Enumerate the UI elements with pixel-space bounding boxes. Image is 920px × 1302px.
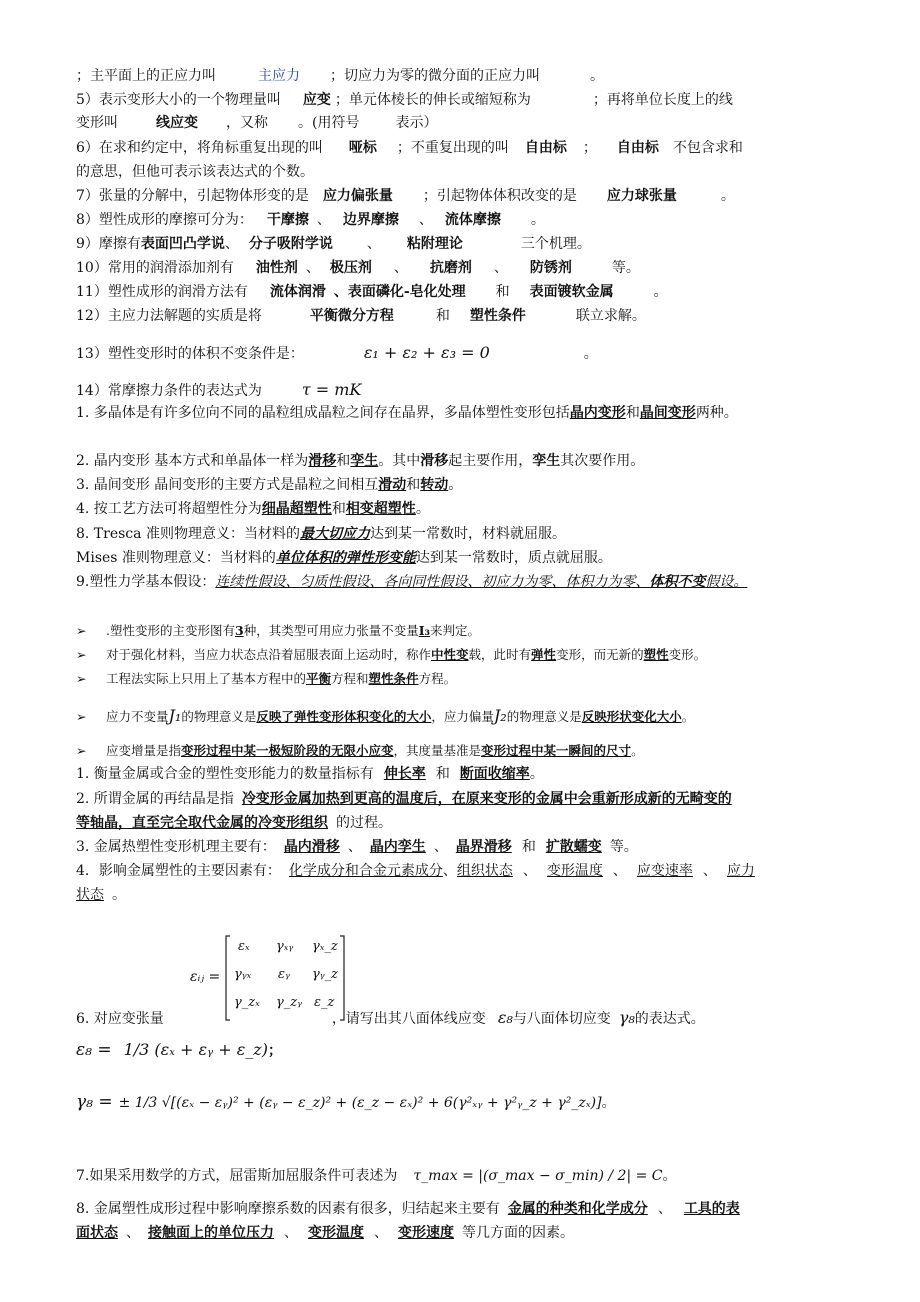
text: 5）表示变形大小的一个物理量叫 bbox=[76, 92, 281, 108]
text: 。 bbox=[529, 766, 544, 782]
text: 、 bbox=[393, 260, 408, 276]
answer: 干摩擦 bbox=[266, 212, 309, 228]
symbol-eps8: ε₈ bbox=[497, 1008, 513, 1027]
answer: 防锈剂 bbox=[529, 260, 572, 276]
matrix-cell: γ_zᵧ bbox=[276, 995, 303, 1010]
line-hot-deformation bbox=[76, 837, 638, 857]
text: 和 bbox=[435, 308, 450, 324]
text: 应变增量是指 bbox=[106, 743, 182, 758]
answer: 3 bbox=[234, 623, 244, 638]
text: 、 bbox=[305, 260, 320, 276]
answer: 晶内孪生 bbox=[369, 839, 426, 855]
text: 等。 bbox=[611, 260, 640, 276]
answer: 变形速度 bbox=[398, 1225, 454, 1241]
text: ，应力偏量 bbox=[431, 709, 494, 724]
answer: 变形过程中某一瞬间的尺寸 bbox=[481, 743, 632, 758]
text: 和 bbox=[406, 477, 421, 493]
answer: 表面镀软金属 bbox=[529, 284, 614, 300]
line-friction-factors-2 bbox=[76, 1223, 574, 1243]
text: 三个机理。 bbox=[520, 236, 591, 252]
text: 、 bbox=[702, 863, 717, 879]
text: 。 bbox=[720, 188, 735, 204]
answer: 冷变形金属加热到更高的温度后，在原来变形的金属中会重新形成新的无畸变的 bbox=[241, 791, 732, 807]
text: 、 bbox=[657, 1201, 672, 1217]
answer: 平衡 bbox=[306, 671, 332, 686]
symbol-j2: J₂ bbox=[493, 706, 507, 725]
text: 。 bbox=[415, 501, 430, 517]
line-5 bbox=[76, 90, 733, 110]
formula-eps8 bbox=[76, 1040, 282, 1061]
text: 3. 晶间变形 晶间变形的主要方式是晶粒之间相互 bbox=[76, 477, 379, 493]
line-assumptions bbox=[76, 572, 747, 592]
text: 方程。 bbox=[418, 671, 457, 686]
text: 达到某一常数时，质点就屈服。 bbox=[415, 550, 612, 566]
formula-lhs: γ₈ = bbox=[76, 1092, 113, 1112]
text: 、 bbox=[374, 1225, 388, 1241]
answer: 分子吸附学说 bbox=[248, 236, 333, 252]
text: 和 bbox=[336, 453, 351, 469]
answer: 状态 bbox=[76, 887, 104, 903]
answer: 抗磨剂 bbox=[429, 260, 472, 276]
answer: 晶间变形 bbox=[639, 405, 696, 421]
answer: 极压剂 bbox=[329, 260, 372, 276]
text: 11）塑性成形的润滑方法有 bbox=[76, 284, 248, 300]
line-plasticity-factors bbox=[76, 861, 755, 881]
matrix-cell: γᵧₓ bbox=[234, 967, 252, 982]
answer-principal-stress: 主应力 bbox=[258, 68, 300, 84]
matrix-cell: γₓᵧ bbox=[276, 939, 294, 954]
text: 和 bbox=[435, 766, 450, 782]
formula-gamma8 bbox=[76, 1092, 616, 1113]
text: 4. 按工艺方法可将超塑性分为 bbox=[76, 501, 262, 517]
answer: 应变 bbox=[302, 92, 331, 108]
matrix-cell: γₓ_z bbox=[312, 939, 338, 954]
friction-formula: τ = mK bbox=[301, 380, 362, 399]
text: ； bbox=[267, 1043, 282, 1059]
answer: 流体润滑 bbox=[269, 284, 326, 300]
text: 、 bbox=[493, 260, 508, 276]
answer: 孪生 bbox=[532, 453, 561, 469]
bullet-5 bbox=[76, 741, 644, 761]
line-q4 bbox=[76, 499, 430, 519]
line-friction-factors bbox=[76, 1199, 740, 1219]
text: 。 bbox=[590, 68, 604, 84]
line-tresca bbox=[76, 524, 566, 544]
answer: 假设。 bbox=[705, 574, 748, 590]
text: 与八面体切应变 bbox=[512, 1011, 611, 1027]
text: 、 bbox=[316, 212, 331, 228]
answer: 组织状态 bbox=[456, 863, 513, 879]
text: 。 bbox=[653, 284, 668, 300]
text: 来判定。 bbox=[430, 623, 481, 638]
answer: 化学成分和合金元素成分 bbox=[288, 863, 443, 879]
text: ；单元体棱长的伸长或缩短称为 bbox=[334, 92, 531, 108]
text: ；不重复出现的叫 bbox=[396, 140, 509, 156]
matrix-cell: ε_z bbox=[314, 995, 335, 1010]
symbol-j1: J₁ bbox=[168, 706, 182, 725]
volume-constant-formula: ε₁ + ε₂ + ε₃ = 0 bbox=[363, 343, 490, 362]
answer: 塑性 bbox=[643, 647, 669, 662]
arrow-bullet-icon: ➢ bbox=[76, 647, 87, 662]
answer: 反映形状变化大小 bbox=[581, 709, 682, 724]
matrix-cell: εᵧ bbox=[278, 967, 290, 982]
answer: 孪生 bbox=[350, 453, 379, 469]
text: 表示） bbox=[395, 115, 438, 131]
text: Mises 准则物理意义：当材料的 bbox=[76, 550, 276, 566]
text: 的过程。 bbox=[336, 815, 392, 831]
text: 。 bbox=[530, 212, 545, 228]
answer: 伸长率 bbox=[383, 766, 426, 782]
text: 13）塑性变形时的体积不变条件是： bbox=[76, 346, 304, 362]
line-q3 bbox=[76, 475, 462, 495]
text: 载，此时有 bbox=[468, 647, 532, 662]
text: 12）主应力法解题的实质是将 bbox=[76, 308, 262, 324]
answer: 滑移 bbox=[420, 453, 449, 469]
text: 不包含求和 bbox=[672, 140, 743, 156]
text: 8）塑性成形的摩擦可分为： bbox=[76, 212, 253, 228]
text: 两种。 bbox=[695, 405, 738, 421]
text: 的意思，但他可表示该表达式的个数。 bbox=[76, 164, 314, 180]
bullet-1 bbox=[76, 621, 480, 641]
text: 种，其类型可用应力张量不变量 bbox=[243, 623, 419, 638]
text: 。 bbox=[601, 1095, 616, 1111]
text: 等。 bbox=[609, 839, 638, 855]
formula-lhs: ε₈ = bbox=[76, 1040, 112, 1060]
answer: 、表面磷化-皂化处理 bbox=[333, 284, 466, 300]
text: 4．影响金属塑性的主要因素有： bbox=[76, 863, 281, 879]
text: 。 bbox=[448, 477, 463, 493]
line-5b bbox=[76, 113, 437, 133]
answer: 应力球张量 bbox=[606, 188, 677, 204]
text: 对于强化材料，当应力状态点沿着屈服表面上运动时，称作 bbox=[106, 647, 432, 662]
line-6b bbox=[76, 162, 314, 182]
text: 应力不变量 bbox=[106, 709, 169, 724]
text: 变形叫 bbox=[76, 115, 118, 131]
answer: 相变超塑性 bbox=[345, 501, 416, 517]
text: 、 bbox=[418, 212, 433, 228]
answer: 粘附理论 bbox=[406, 236, 463, 252]
text: ；再将单位长度上的线 bbox=[592, 92, 733, 108]
text: 、 bbox=[224, 236, 239, 252]
line-14 bbox=[76, 380, 361, 401]
line-9 bbox=[76, 234, 591, 254]
text: 、 bbox=[284, 1225, 298, 1241]
text: 达到某一常数时，材料就屈服。 bbox=[369, 526, 566, 542]
answer: 滑移 bbox=[308, 453, 337, 469]
answer: 滑动 bbox=[378, 477, 407, 493]
text: 1. 多晶体是有许多位向不同的晶粒组成晶粒之间存在晶界，多晶体塑性变形包括 bbox=[76, 405, 570, 421]
line-principal-stress bbox=[76, 66, 604, 86]
line-13 bbox=[76, 343, 598, 364]
answer: 晶内滑移 bbox=[283, 839, 340, 855]
text: 、 bbox=[126, 1225, 140, 1241]
formula-rhs: ± 1/3 √[(εₓ − εᵧ)² + (εᵧ − ε_z)² + (ε_z − εₓ)² + 6(γ²ₓᵧ + γ²ᵧ_z + γ²_zₓ)] bbox=[118, 1095, 602, 1111]
text: ；切应力为零的微分面的正应力叫 bbox=[330, 68, 540, 84]
arrow-bullet-icon: ➢ bbox=[76, 623, 87, 638]
answer: 变形过程中某一极短阶段的无限小应变 bbox=[181, 743, 394, 758]
text: 2. 晶内变形 基本方式和单晶体一样为 bbox=[76, 453, 309, 469]
text: 的物理意义是 bbox=[506, 709, 582, 724]
text: 。其中 bbox=[378, 453, 421, 469]
line-6 bbox=[76, 138, 743, 158]
text: ，请写出其八面体线应变 bbox=[331, 1011, 486, 1027]
text: 、 bbox=[366, 236, 381, 252]
text: 10）常用的润滑添加剂有 bbox=[76, 260, 234, 276]
answer: 表面凹凸学说 bbox=[140, 236, 225, 252]
text: 。 bbox=[631, 743, 644, 758]
text: 、 bbox=[522, 863, 537, 879]
text: 7）张量的分解中，引起物体形变的是 bbox=[76, 188, 309, 204]
answer: 塑性条件 bbox=[368, 671, 419, 686]
arrow-bullet-icon: ➢ bbox=[76, 671, 87, 686]
answer: 哑标 bbox=[348, 140, 377, 156]
answer: 等轴晶，直至完全取代金属的冷变形组织 bbox=[76, 815, 328, 831]
text: 和 bbox=[521, 839, 536, 855]
answer: 应力 bbox=[726, 863, 755, 879]
answer: 接触面上的单位压力 bbox=[148, 1225, 274, 1241]
text: 和 bbox=[495, 284, 510, 300]
answer: 油性剂 bbox=[255, 260, 298, 276]
text: 9.塑性力学基本假设： bbox=[76, 574, 216, 590]
matrix-lhs: εᵢⱼ = bbox=[190, 969, 221, 985]
text: 和 bbox=[625, 405, 640, 421]
answer: 工具的表 bbox=[683, 1201, 740, 1217]
text: 。 bbox=[112, 887, 126, 903]
line-11 bbox=[76, 282, 668, 302]
answer: 平衡微分方程 bbox=[309, 308, 394, 324]
text: 的表达式。 bbox=[634, 1011, 705, 1027]
text: 14）常摩擦力条件的表达式为 bbox=[76, 383, 262, 399]
matrix-cell: γ_zₓ bbox=[234, 995, 260, 1010]
answer: 流体摩擦 bbox=[444, 212, 501, 228]
text: ，其度量基准是 bbox=[393, 743, 482, 758]
text: 的物理意义是 bbox=[181, 709, 257, 724]
text: 变形。 bbox=[668, 647, 707, 662]
answer: 晶界滑移 bbox=[455, 839, 512, 855]
text: 、 bbox=[347, 839, 362, 855]
answer: 晶内变形 bbox=[569, 405, 626, 421]
text: 方程和 bbox=[331, 671, 369, 686]
answer: 反映了弹性变形体积变化的大小 bbox=[256, 709, 432, 724]
bullet-3 bbox=[76, 669, 456, 689]
symbol-gamma8: γ₈ bbox=[618, 1008, 635, 1027]
bullet-2 bbox=[76, 645, 706, 665]
bullet-4 bbox=[76, 706, 694, 727]
text: .塑性变形的主变形图有 bbox=[106, 623, 235, 638]
matrix-cell: γᵧ_z bbox=[312, 967, 339, 982]
answer: 细晶超塑性 bbox=[261, 501, 332, 517]
text: 、 bbox=[433, 839, 448, 855]
line-q2 bbox=[76, 451, 644, 471]
text: ；主平面上的正应力叫 bbox=[76, 68, 216, 84]
line-plasticity-factors-2 bbox=[76, 885, 126, 905]
answer: 自由标 bbox=[524, 140, 567, 156]
line-8 bbox=[76, 210, 545, 230]
line-strain-tensor bbox=[76, 1008, 705, 1029]
text: 联立求解。 bbox=[575, 308, 646, 324]
text: 。 bbox=[583, 346, 598, 362]
text: 1. 衡量金属或合金的塑性变形能力的数量指标有 bbox=[76, 766, 374, 782]
line-recrystallization bbox=[76, 789, 732, 809]
text: ；引起物体体积改变的是 bbox=[422, 188, 577, 204]
text: 2. 所谓金属的再结晶是指 bbox=[76, 791, 234, 807]
answer: 线应变 bbox=[156, 115, 198, 131]
answer: 转动 bbox=[420, 477, 449, 493]
arrow-bullet-icon: ➢ bbox=[76, 743, 87, 758]
arrow-bullet-icon: ➢ bbox=[76, 709, 87, 724]
text: 9）摩擦有 bbox=[76, 236, 141, 252]
answer: 应力偏张量 bbox=[322, 188, 393, 204]
text: 等几方面的因素。 bbox=[462, 1225, 574, 1241]
answer: 最大切应力 bbox=[299, 526, 370, 542]
answer: I₃ bbox=[418, 623, 431, 638]
text: 其次要作用。 bbox=[560, 453, 645, 469]
text: 8. Tresca 准则物理意义：当材料的 bbox=[76, 526, 300, 542]
line-10 bbox=[76, 258, 640, 278]
answer: 面状态 bbox=[76, 1225, 118, 1241]
answer: 连续性假设、匀质性假设、各向同性假设、初应力为零、体积力为零、 bbox=[215, 574, 650, 590]
answer: 自由标 bbox=[616, 140, 659, 156]
text: 6）在求和约定中，将角标重复出现的叫 bbox=[76, 140, 323, 156]
answer: 体积不变 bbox=[649, 574, 706, 590]
tresca-formula: τ_max = |(σ_max − σ_min) / 2| = C bbox=[413, 1168, 663, 1184]
answer: 断面收缩率 bbox=[459, 766, 530, 782]
text: 工程法实际上只用上了基本方程中的 bbox=[106, 671, 307, 686]
text: 3. 金属热塑性变形机理主要有： bbox=[76, 839, 276, 855]
text: 8. 金属塑性成形过程中影响摩擦系数的因素有很多，归结起来主要有 bbox=[76, 1201, 500, 1217]
text: ，又称 bbox=[226, 115, 268, 131]
text: 变形，而无新的 bbox=[556, 647, 644, 662]
text: ； bbox=[582, 140, 597, 156]
line-7 bbox=[76, 186, 735, 206]
line-q1 bbox=[76, 403, 738, 423]
text: 。 bbox=[681, 709, 695, 724]
line-mises bbox=[76, 548, 612, 568]
answer: 塑性条件 bbox=[469, 308, 526, 324]
text: 、 bbox=[612, 863, 627, 879]
answer: 变形温度 bbox=[546, 863, 603, 879]
answer: 金属的种类和化学成分 bbox=[507, 1201, 648, 1217]
answer: 边界摩擦 bbox=[342, 212, 399, 228]
answer: 变形温度 bbox=[308, 1225, 364, 1241]
text: 。(用符号 bbox=[298, 115, 360, 131]
answer: 扩散蠕变 bbox=[545, 839, 602, 855]
answer: 弹性 bbox=[531, 647, 557, 662]
text: 7.如果采用数学的方式，屈雷斯加屈服条件可表述为 bbox=[76, 1168, 398, 1184]
answer: 应变速率 bbox=[636, 863, 693, 879]
formula-rhs: 1/3 (εₓ + εᵧ + ε_z) bbox=[123, 1040, 268, 1059]
matrix-cell: εₓ bbox=[238, 939, 250, 954]
text: 。 bbox=[662, 1168, 677, 1184]
line-plasticity-index bbox=[76, 764, 544, 784]
line-tresca-formula bbox=[76, 1166, 677, 1186]
line-recrystallization-2 bbox=[76, 813, 392, 833]
text: 6. 对应变张量 bbox=[76, 1011, 164, 1027]
answer: 中性变 bbox=[431, 647, 469, 662]
text: 起主要作用， bbox=[448, 453, 533, 469]
text: 、 bbox=[442, 863, 457, 879]
text: 和 bbox=[331, 501, 346, 517]
line-12 bbox=[76, 306, 646, 326]
answer: 单位体积的弹性形变能 bbox=[275, 550, 416, 566]
